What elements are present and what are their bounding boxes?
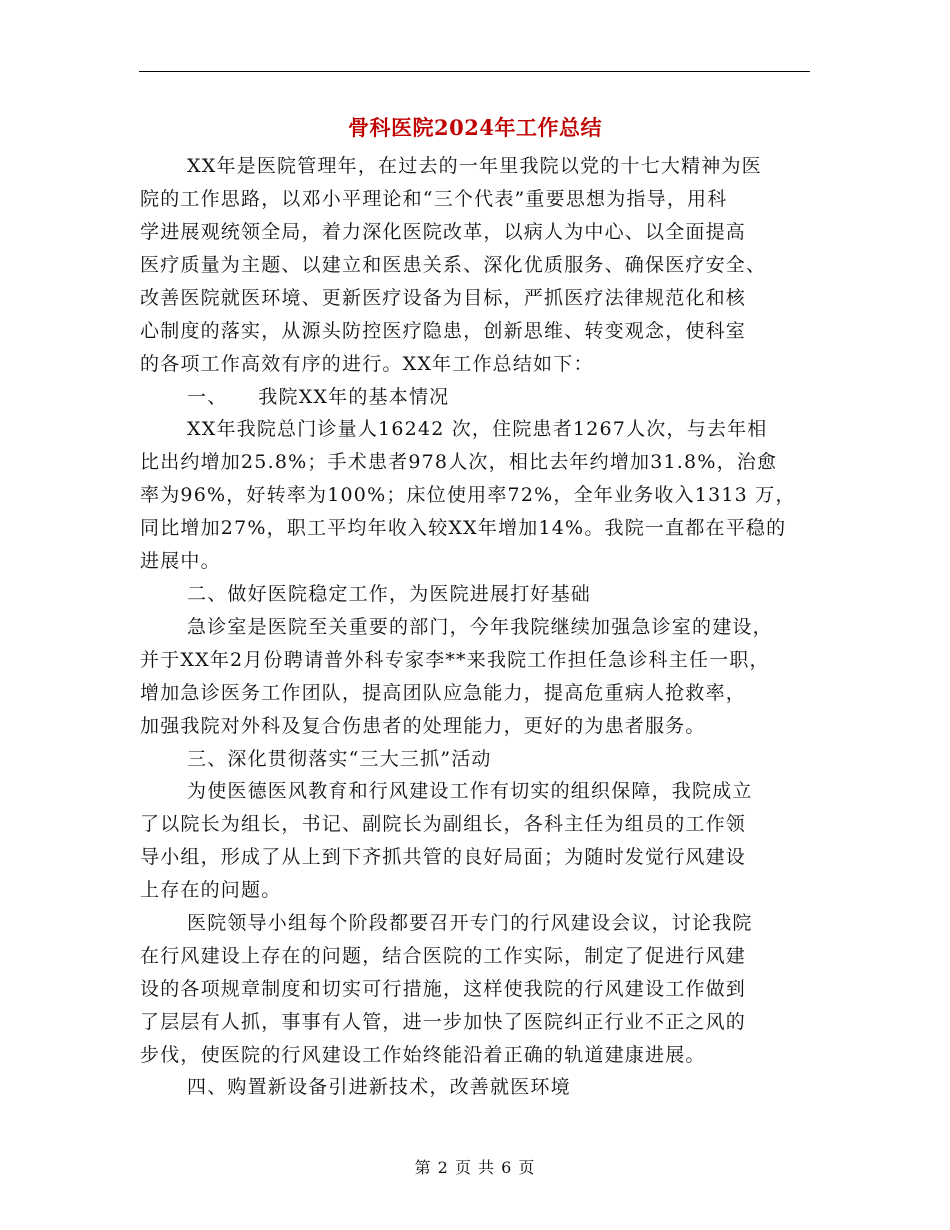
body-line: 增加急诊医务工作团队，提高团队应急能力，提高危重病人抢救率，	[140, 682, 747, 704]
section-heading: 二、做好医院稳定工作，为医院进展打好基础	[187, 583, 592, 605]
body-line: 医疗质量为主题、以建立和医患关系、深化优质服务、确保医疗安全、	[140, 254, 767, 276]
body-line: XX年我院总门诊量人16242 次，住院患者1267人次，与去年相	[187, 418, 768, 440]
body-line: 了层层有人抓，事事有人管，进一步加快了医院纠正行业不正之风的	[140, 1011, 747, 1033]
section-heading: 一、 我院XX年的基本情况	[187, 386, 450, 408]
section-heading: 三、深化贯彻落实“三大三抓”活动	[187, 748, 492, 770]
body-line: 率为96%，好转率为100%；床位使用率72%，全年业务收入1313 万，	[140, 484, 796, 506]
body-line: 上存在的问题。	[140, 879, 282, 901]
header-rule	[139, 71, 810, 72]
body-line: 为使医德医风教育和行风建设工作有切实的组织保障，我院成立	[187, 780, 753, 802]
body-line: 心制度的落实，从源头防控医疗隐患，创新思维、转变观念，使科室	[140, 320, 747, 342]
body-line: 在行风建设上存在的问题，结合医院的工作实际，制定了促进行风建	[140, 945, 747, 967]
body-line: 并于XX年2月份聘请普外科专家李**来我院工作担任急诊科主任一职，	[140, 649, 770, 671]
body-line: 学进展观统领全局，着力深化医院改革，以病人为中心、以全面提高	[140, 221, 747, 243]
body-line: 导小组，形成了从上到下齐抓共管的良好局面；为随时发觉行风建设	[140, 846, 747, 868]
body-line: 设的各项规章制度和切实可行措施，这样使我院的行风建设工作做到	[140, 978, 747, 1000]
section-heading: 四、购置新设备引进新技术，改善就医环境	[187, 1076, 571, 1098]
body-line: 院的工作思路，以邓小平理论和“三个代表”重要思想为指导，用科	[140, 188, 728, 210]
body-line: XX年是医院管理年，在过去的一年里我院以党的十七大精神为医	[187, 155, 762, 177]
body-line: 比出约增加25.8%；手术患者978人次，相比去年约增加31.8%，治愈	[140, 451, 778, 473]
body-line: 了以院长为组长，书记、副院长为副组长，各科主任为组员的工作领	[140, 813, 747, 835]
body-line: 步伐，使医院的行风建设工作始终能沿着正确的轨道建康进展。	[140, 1044, 706, 1066]
body-line: 改善医院就医环境、更新医疗设备为目标，严抓医疗法律规范化和核	[140, 287, 747, 309]
document-title: 骨科医院2024年工作总结	[348, 115, 602, 140]
body-line: 同比增加27%，职工平均年收入较XX年增加14%。我院一直都在平稳的	[140, 517, 787, 539]
body-line: 的各项工作高效有序的进行。XX年工作总结如下：	[140, 353, 594, 375]
body-line: 急诊室是医院至关重要的部门，今年我院继续加强急诊室的建设，	[187, 616, 773, 638]
body-line: 进展中。	[140, 550, 221, 572]
body-line: 医院领导小组每个阶段都要召开专门的行风建设会议，讨论我院	[187, 912, 753, 934]
body-line: 加强我院对外科及复合伤患者的处理能力，更好的为患者服务。	[140, 715, 706, 737]
page-number: 第 2 页 共 6 页	[414, 1158, 536, 1177]
